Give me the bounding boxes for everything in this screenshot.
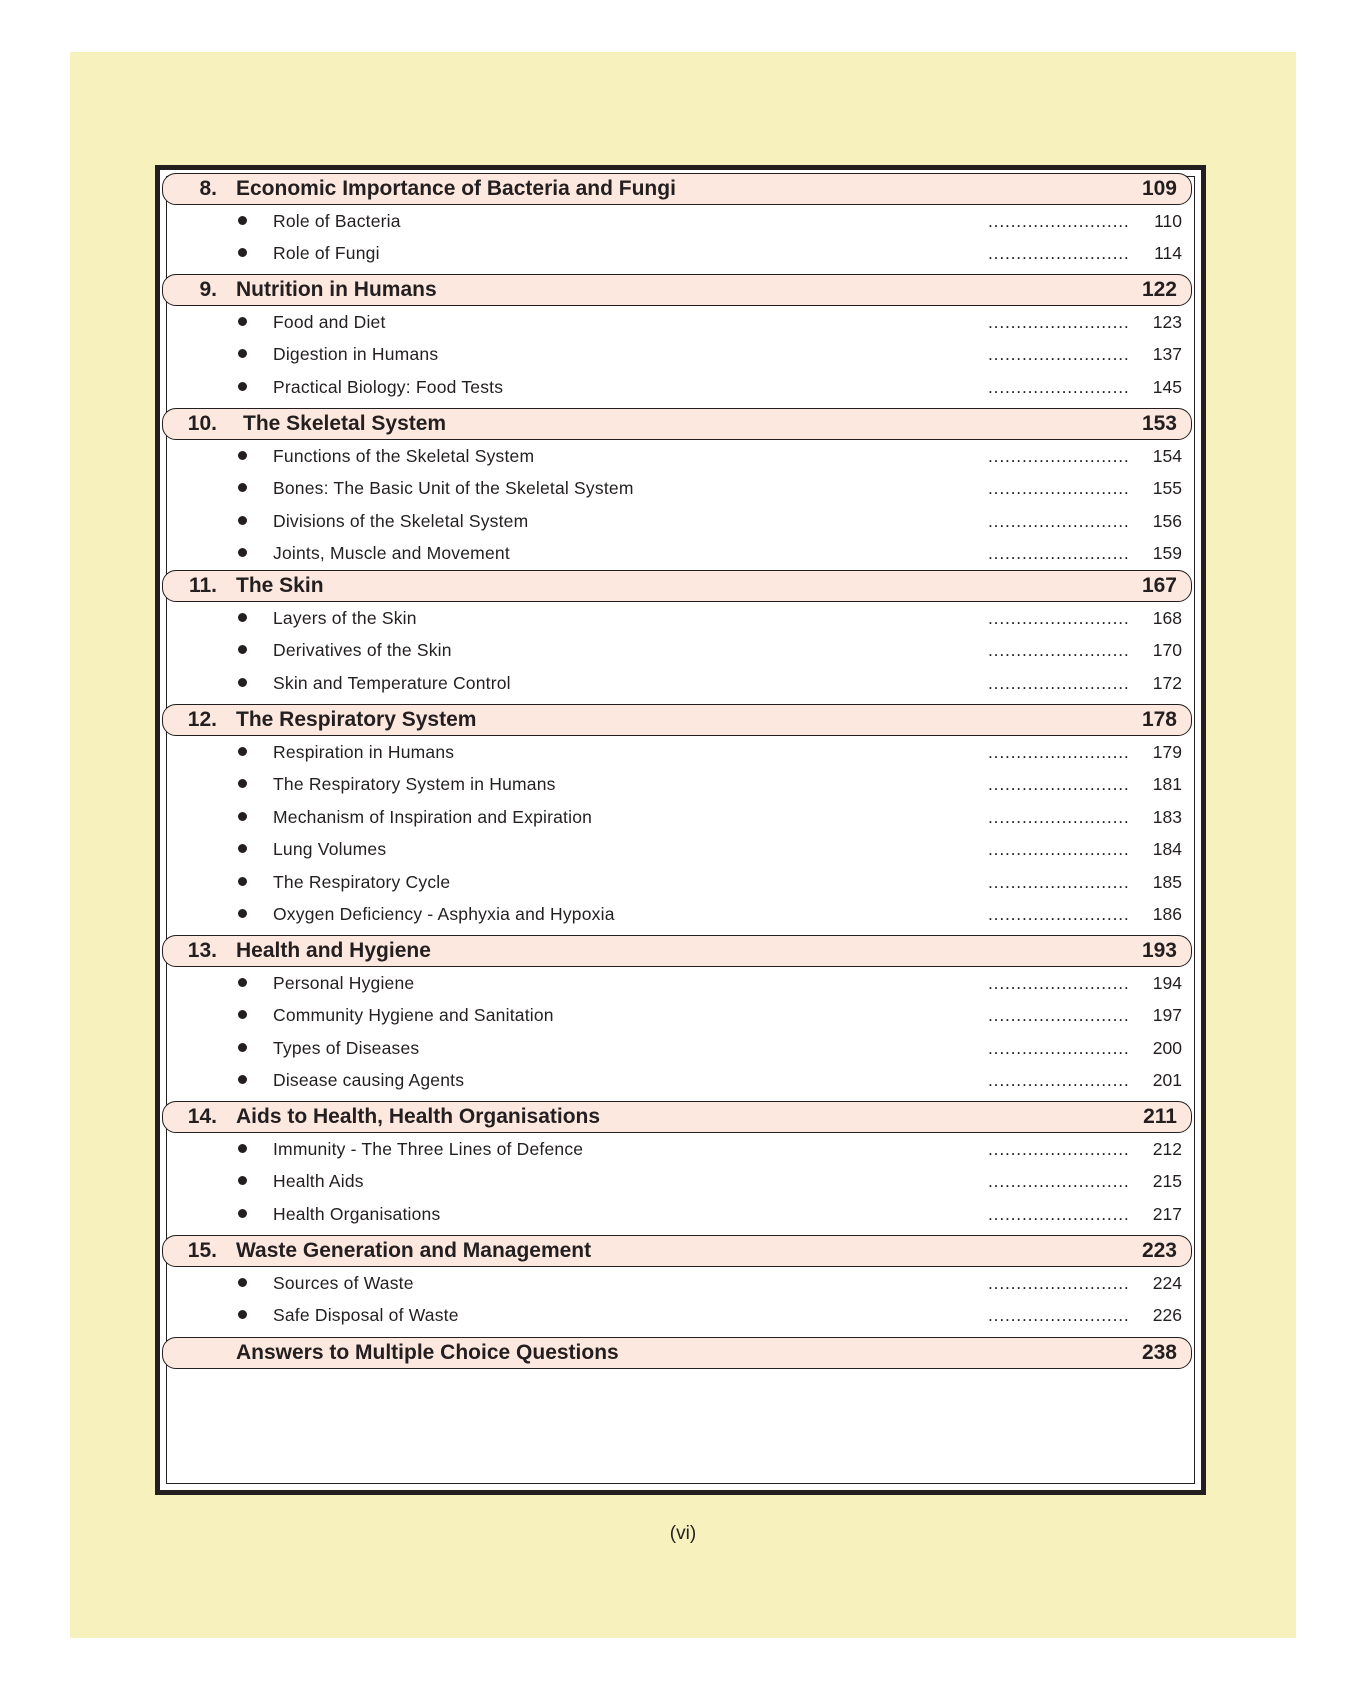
dot-leader: ......................... <box>988 839 1130 860</box>
topic-page-number: 201 <box>1152 1070 1182 1091</box>
chapter-number: 9. <box>199 278 217 301</box>
bullet-icon <box>238 1144 247 1153</box>
topic-title: Derivatives of the Skin <box>273 640 452 661</box>
topic-page-number: 186 <box>1152 904 1182 924</box>
topic-page-number: 215 <box>1152 1171 1182 1192</box>
topic-row[interactable] <box>160 1065 1198 1095</box>
topic-title: Immunity - The Three Lines of Defence <box>273 1139 584 1159</box>
topic-row[interactable] <box>160 1000 1198 1030</box>
topic-page-number: 137 <box>1152 344 1182 365</box>
dot-leader: ......................... <box>988 211 1130 231</box>
chapter-row[interactable] <box>162 274 1192 306</box>
topic-page-number: 194 <box>1152 973 1182 993</box>
topic-page-number: 184 <box>1152 839 1182 860</box>
topic-page-number: 145 <box>1152 376 1182 397</box>
dot-leader: ......................... <box>988 478 1130 499</box>
dot-leader: ......................... <box>988 1203 1130 1224</box>
page-number-footer: (vi) <box>669 1523 697 1544</box>
dot-leader: ......................... <box>988 1005 1130 1026</box>
topic-row[interactable] <box>160 238 1198 268</box>
topic-page-number: 156 <box>1152 510 1182 531</box>
dot-leader: ......................... <box>988 640 1130 661</box>
dot-leader: ......................... <box>988 344 1130 365</box>
chapter-page-number: 238 <box>1141 1341 1177 1364</box>
dot-leader: ......................... <box>988 1171 1130 1192</box>
topic-row[interactable] <box>160 635 1198 665</box>
topic-title: The Respiratory System in Humans <box>273 774 556 795</box>
bullet-icon <box>238 1176 247 1185</box>
dot-leader: ......................... <box>988 376 1130 397</box>
topic-page-number: 170 <box>1152 640 1182 661</box>
topic-row[interactable] <box>160 506 1198 536</box>
bullet-icon <box>238 844 247 853</box>
topic-title: Role of Bacteria <box>273 211 401 231</box>
dot-leader: ......................... <box>988 806 1130 827</box>
dot-leader: ......................... <box>988 1070 1130 1091</box>
chapter-title: Answers to Multiple Choice Questions <box>236 1341 619 1364</box>
topic-row[interactable] <box>160 899 1198 929</box>
bullet-icon <box>238 645 247 654</box>
topic-row[interactable] <box>160 834 1198 864</box>
topic-page-number: 155 <box>1152 478 1182 499</box>
topic-row[interactable] <box>160 1134 1198 1164</box>
chapter-title: Waste Generation and Management <box>236 1239 592 1262</box>
dot-leader: ......................... <box>988 1037 1130 1058</box>
topic-row[interactable] <box>160 769 1198 799</box>
chapter-number: 10. <box>187 412 217 435</box>
topic-page-number: 197 <box>1152 1005 1182 1026</box>
bullet-icon <box>238 1310 247 1319</box>
topic-title: Food and Diet <box>273 312 386 332</box>
chapter-number: 15. <box>187 1239 217 1262</box>
topic-page-number: 110 <box>1154 211 1182 231</box>
topic-page-number: 226 <box>1152 1305 1182 1326</box>
topic-title: Lung Volumes <box>273 839 387 860</box>
topic-title: Digestion in Humans <box>273 344 439 365</box>
dot-leader: ......................... <box>988 446 1130 466</box>
topic-page-number: 159 <box>1152 543 1182 564</box>
table-of-contents <box>160 170 1201 1490</box>
topic-row[interactable] <box>160 538 1198 568</box>
topic-title: Personal Hygiene <box>273 973 415 993</box>
chapter-row[interactable] <box>162 935 1192 967</box>
topic-title: Divisions of the Skeletal System <box>273 510 529 531</box>
topic-title: Bones: The Basic Unit of the Skeletal System <box>273 478 634 499</box>
topic-title: Oxygen Deficiency - Asphyxia and Hypoxia <box>273 904 615 924</box>
chapter-title: The Respiratory System <box>236 708 477 731</box>
topic-title: Joints, Muscle and Movement <box>273 543 510 564</box>
dot-leader: ......................... <box>988 243 1130 264</box>
topic-title: Sources of Waste <box>273 1273 414 1293</box>
chapter-row[interactable] <box>162 173 1192 205</box>
bullet-icon <box>238 1075 247 1084</box>
bullet-icon <box>238 216 247 225</box>
dot-leader: ......................... <box>988 742 1130 762</box>
topic-title: Role of Fungi <box>273 243 380 264</box>
dot-leader: ......................... <box>988 774 1130 795</box>
bullet-icon <box>238 451 247 460</box>
topic-page-number: 212 <box>1152 1139 1182 1159</box>
topic-page-number: 172 <box>1152 672 1182 693</box>
bullet-icon <box>238 1010 247 1019</box>
dot-leader: ......................... <box>988 1139 1130 1159</box>
bullet-icon <box>238 812 247 821</box>
chapter-page-number: 193 <box>1141 939 1177 962</box>
dot-leader: ......................... <box>988 1273 1130 1293</box>
topic-title: Types of Diseases <box>273 1037 420 1058</box>
bullet-icon <box>238 909 247 918</box>
bullet-icon <box>238 877 247 886</box>
chapter-title: The Skin <box>236 574 324 597</box>
chapter-row[interactable] <box>162 1235 1192 1267</box>
chapter-page-number: 223 <box>1141 1239 1177 1262</box>
topic-row[interactable] <box>160 372 1198 402</box>
topic-row[interactable] <box>160 441 1198 471</box>
chapter-number: 8. <box>199 177 217 200</box>
chapter-row[interactable] <box>162 1101 1192 1133</box>
bullet-icon <box>238 978 247 987</box>
dot-leader: ......................... <box>988 543 1130 564</box>
topic-row[interactable] <box>160 206 1198 236</box>
chapter-number: 13. <box>187 939 217 962</box>
bullet-icon <box>238 1209 247 1218</box>
chapter-number: 12. <box>187 708 217 731</box>
topic-row[interactable] <box>160 1300 1198 1330</box>
topic-title: Health Aids <box>273 1171 364 1192</box>
bullet-icon <box>238 1278 247 1287</box>
dot-leader: ......................... <box>988 608 1130 628</box>
chapter-page-number: 153 <box>1141 412 1177 435</box>
topic-page-number: 183 <box>1152 806 1182 827</box>
dot-leader: ......................... <box>988 871 1130 892</box>
topic-page-number: 154 <box>1152 446 1182 466</box>
chapter-title: The Skeletal System <box>243 412 447 435</box>
topic-row[interactable] <box>160 968 1198 998</box>
topic-page-number: 217 <box>1152 1203 1182 1224</box>
chapter-page-number: 167 <box>1141 574 1177 597</box>
topic-title: Disease causing Agents <box>273 1070 465 1091</box>
topic-row[interactable] <box>160 1268 1198 1298</box>
topic-row[interactable] <box>160 1033 1198 1063</box>
dot-leader: ......................... <box>988 510 1130 531</box>
topic-page-number: 123 <box>1152 312 1182 332</box>
chapter-row[interactable] <box>162 704 1192 736</box>
dot-leader: ......................... <box>988 1305 1130 1326</box>
dot-leader: ......................... <box>988 973 1130 993</box>
topic-page-number: 179 <box>1152 742 1182 762</box>
topic-title: Respiration in Humans <box>273 742 455 762</box>
chapter-row[interactable] <box>162 570 1192 602</box>
chapter-page-number: 178 <box>1141 708 1177 731</box>
bullet-icon <box>238 747 247 756</box>
bullet-icon <box>238 1043 247 1052</box>
bullet-icon <box>238 516 247 525</box>
bullet-icon <box>238 248 247 257</box>
topic-row[interactable] <box>160 1166 1198 1196</box>
bullet-icon <box>238 779 247 788</box>
dot-leader: ......................... <box>988 312 1130 332</box>
topic-title: The Respiratory Cycle <box>273 871 451 892</box>
topic-row[interactable] <box>160 473 1198 503</box>
dot-leader: ......................... <box>988 904 1130 924</box>
chapter-page-number: 122 <box>1141 278 1177 301</box>
bullet-icon <box>238 678 247 687</box>
chapter-row[interactable] <box>162 408 1192 440</box>
topic-title: Practical Biology: Food Tests <box>273 376 504 397</box>
bullet-icon <box>238 483 247 492</box>
chapter-row[interactable] <box>162 1337 1192 1369</box>
topic-row[interactable] <box>160 867 1198 897</box>
chapter-title: Health and Hygiene <box>236 939 431 962</box>
topic-row[interactable] <box>160 603 1198 633</box>
topic-title: Mechanism of Inspiration and Expiration <box>273 806 593 827</box>
topic-row[interactable] <box>160 307 1198 337</box>
topic-page-number: 181 <box>1152 774 1182 795</box>
topic-title: Layers of the Skin <box>273 608 417 628</box>
topic-title: Skin and Temperature Control <box>273 672 511 693</box>
chapter-title: Economic Importance of Bacteria and Fungi <box>236 177 676 200</box>
chapter-page-number: 211 <box>1143 1105 1177 1128</box>
topic-row[interactable] <box>160 802 1198 832</box>
topic-title: Health Organisations <box>273 1203 441 1224</box>
chapter-title: Aids to Health, Health Organisations <box>236 1105 601 1128</box>
topic-title: Community Hygiene and Sanitation <box>273 1005 554 1026</box>
bullet-icon <box>238 548 247 557</box>
chapter-title: Nutrition in Humans <box>236 278 437 301</box>
topic-row[interactable] <box>160 668 1198 698</box>
topic-title: Functions of the Skeletal System <box>273 446 535 466</box>
topic-page-number: 114 <box>1154 243 1182 264</box>
topic-title: Safe Disposal of Waste <box>273 1305 459 1326</box>
topic-page-number: 224 <box>1152 1273 1182 1293</box>
topic-page-number: 200 <box>1152 1037 1182 1058</box>
chapter-number: 14. <box>187 1105 217 1128</box>
topic-page-number: 185 <box>1152 871 1182 892</box>
topic-row[interactable] <box>160 737 1198 767</box>
topic-row[interactable] <box>160 1199 1198 1229</box>
table-of-contents-frame <box>155 165 1206 1495</box>
topic-page-number: 168 <box>1152 608 1182 628</box>
bullet-icon <box>238 317 247 326</box>
chapter-number: 11. <box>188 574 217 597</box>
chapter-page-number: 109 <box>1141 177 1177 200</box>
topic-row[interactable] <box>160 339 1198 369</box>
bullet-icon <box>238 613 247 622</box>
bullet-icon <box>238 349 247 358</box>
dot-leader: ......................... <box>988 672 1130 693</box>
bullet-icon <box>238 382 247 391</box>
